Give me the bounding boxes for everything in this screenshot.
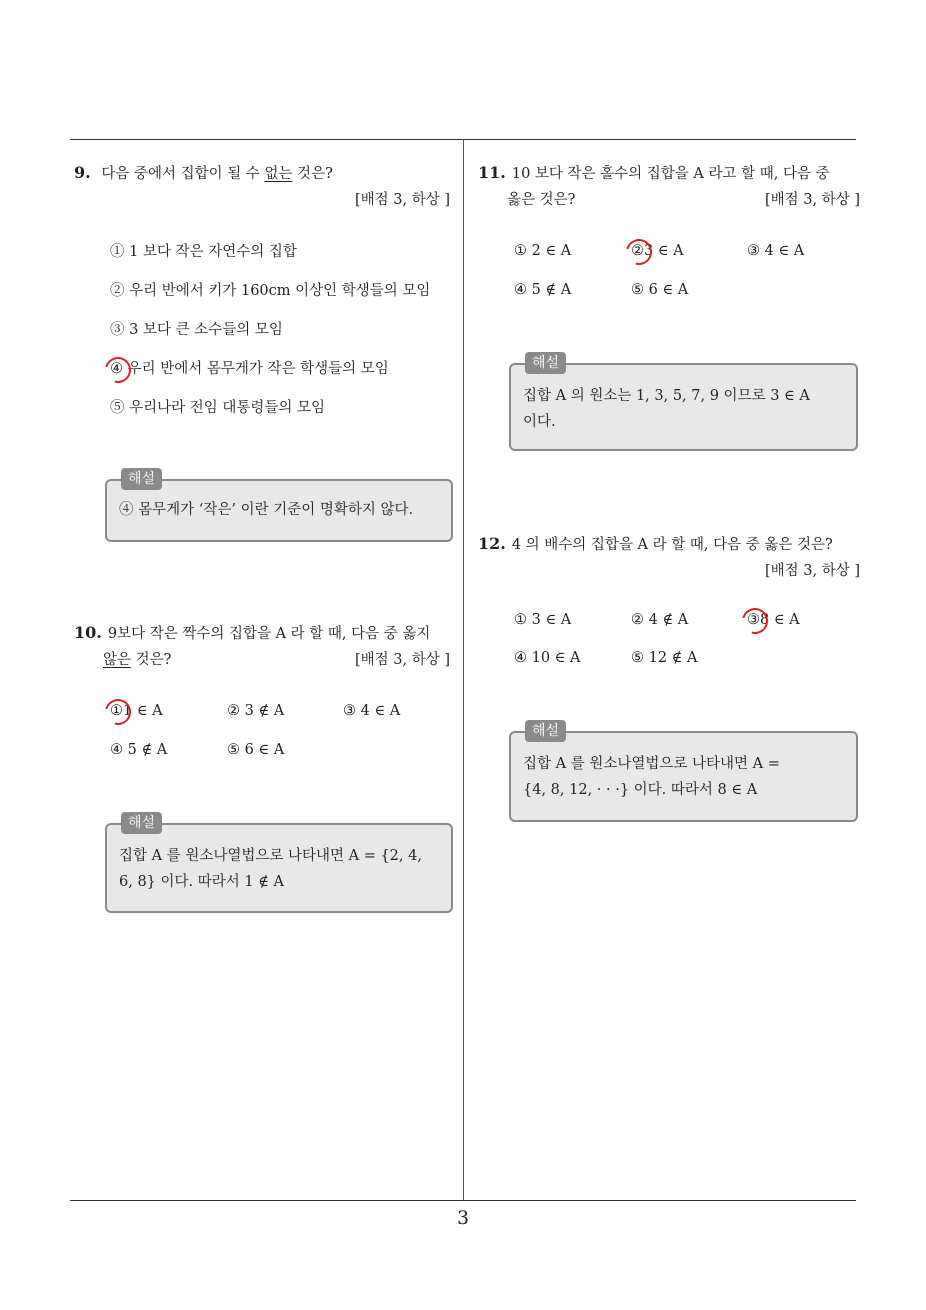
option-4 (110, 357, 389, 378)
red-circle-mark (737, 603, 773, 639)
solution-label: 해설 (525, 720, 566, 742)
points-label: [배점 3, 하상 ] (354, 652, 450, 668)
solution-text: ④ 몸무게가 ‘작은’ 이란 기준이 명확하지 않다. (119, 502, 414, 518)
option-2: ② 3 ∉ A (227, 703, 285, 719)
problem-9 (74, 160, 450, 213)
problem-number: 9. (74, 163, 91, 182)
option-4-text: 우리 반에서 몸무게가 작은 학생들의 모임 (127, 361, 389, 377)
solution-text: 집합 A 를 원소나열법으로 나타내면 A = {2, 4, 6, 8} 이다. 따라서 1 ∉ A (119, 848, 422, 890)
option-2 (631, 243, 684, 259)
problem-number: 11. (478, 163, 506, 182)
problem-11 (478, 160, 860, 213)
option-4: ④ 10 ∈ A (514, 650, 581, 666)
solution-text: 집합 A 의 원소는 1, 3, 5, 7, 9 이므로 3 ∈ A 이다. (523, 388, 810, 430)
option-3 (747, 612, 800, 628)
problem-number: 10. (74, 623, 102, 642)
red-circle-mark (100, 352, 136, 388)
option-4: ④ 5 ∉ A (514, 282, 572, 298)
option-2-text: 3 ∈ A (644, 243, 684, 259)
solution-label: 해설 (525, 352, 566, 374)
solution-box-9 (105, 471, 453, 542)
option-3: ③ 4 ∈ A (747, 243, 805, 259)
option-5: ⑤ 6 ∈ A (631, 282, 689, 298)
question-underlined: 없는 (264, 166, 293, 182)
question-text-end: 것은? (131, 652, 172, 668)
question-text: 9보다 작은 짝수의 집합을 A 라 할 때, 다음 중 옳지 (107, 626, 431, 642)
problem-number: 12. (478, 534, 506, 553)
solution-label: 해설 (121, 812, 162, 834)
problem-12 (478, 531, 860, 584)
option-3-text: 8 ∈ A (760, 612, 800, 628)
question-text-2: 옳은 것은? (507, 192, 576, 208)
red-circle-mark (621, 234, 657, 270)
problem-10 (74, 620, 450, 673)
option-3: ③ 4 ∈ A (343, 703, 401, 719)
option-2: ② 4 ∉ A (631, 612, 689, 628)
red-circle-mark (100, 694, 136, 730)
question-text: 10 보다 작은 홀수의 집합을 A 라고 할 때, 다음 중 (511, 166, 830, 182)
selected-answer-mark: ① (110, 703, 123, 719)
option-1: ① 2 ∈ A (514, 243, 572, 259)
option-1: ① 1 보다 작은 자연수의 집합 (110, 244, 297, 260)
option-1 (110, 703, 163, 719)
question-text-end: 것은? (292, 166, 333, 182)
question-underlined: 않은 (103, 652, 132, 668)
selected-answer-mark: ③ (747, 612, 760, 628)
option-5: ⑤ 12 ∉ A (631, 650, 698, 666)
option-1-text: 1 ∈ A (123, 703, 163, 719)
option-4: ④ 5 ∉ A (110, 742, 168, 758)
points-label: [배점 3, 하상 ] (764, 192, 860, 208)
points-label: [배점 3, 하상 ] (354, 192, 450, 208)
column-divider (463, 139, 464, 1200)
option-2: ② 우리 반에서 키가 160cm 이상인 학생들의 모임 (110, 283, 431, 299)
option-5: ⑤ 6 ∈ A (227, 742, 285, 758)
bottom-rule (70, 1200, 856, 1201)
page-number: 3 (456, 1207, 470, 1229)
solution-box-11 (509, 355, 858, 451)
solution-label: 해설 (121, 468, 162, 490)
option-5: ⑤ 우리나라 전임 대통령들의 모임 (110, 400, 326, 416)
points-label: [배점 3, 하상 ] (764, 563, 860, 579)
selected-answer-mark: ④ (110, 361, 123, 377)
question-text: 다음 중에서 집합이 될 수 (101, 166, 265, 182)
selected-answer-mark: ② (631, 243, 644, 259)
option-3: ③ 3 보다 큰 소수들의 모임 (110, 322, 283, 338)
solution-text: 집합 A 를 원소나열법으로 나타내면 A = {4, 8, 12, · · ·} 이다. 따라서 8 ∈ A (523, 756, 780, 798)
question-text: 4 의 배수의 집합을 A 라 할 때, 다음 중 옳은 것은? (511, 537, 833, 553)
solution-box-10 (105, 815, 453, 913)
solution-box-12 (509, 723, 858, 822)
option-1: ① 3 ∈ A (514, 612, 572, 628)
